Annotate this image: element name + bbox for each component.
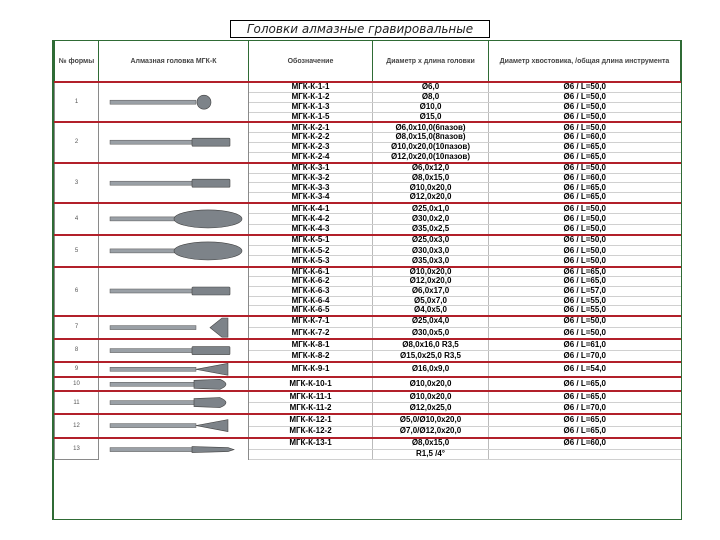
shank-cell: Ø6 / L=50,0 [489,214,681,224]
code-cell: МГК-К-7-2 [249,327,373,339]
code-cell: МГК-К-1-3 [249,102,373,112]
dimension-cell: Ø8,0 [373,92,489,102]
dimension-cell: Ø6,0x17,0 [373,286,489,296]
shank-cell: Ø6 / L=57,0 [489,286,681,296]
tool-image-cell [99,82,249,122]
shank-cell: Ø6 / L=50,0 [489,122,681,132]
form-number-cell: 4 [55,203,99,235]
dimension-cell: Ø6,0x12,0 [373,163,489,173]
dimension-cell: Ø8,0x15,0(8пазов) [373,133,489,143]
shank-cell: Ø6 / L=50,0 [489,235,681,246]
code-cell [249,449,373,460]
shank-cell: Ø6 / L=55,0 [489,296,681,306]
dimension-cell: Ø12,0x20,0 [373,277,489,287]
table-row [55,414,681,426]
dimension-cell: Ø25,0x4,0 [373,316,489,328]
shank-cell: Ø6 / L=50,0 [489,224,681,235]
table-row [55,438,681,449]
form-number-cell: 3 [55,163,99,203]
tool-image-cell [99,122,249,162]
cylinder-burr-icon [99,271,248,311]
cylinder-burr-icon [99,123,248,161]
dimension-cell: Ø8,0x16,0 R3,5 [373,339,489,351]
dimension-cell: Ø10,0x20,0 [373,391,489,403]
shank-cell: Ø6 / L=65,0 [489,391,681,403]
dimension-cell: Ø8,0x15,0 [373,438,489,449]
form-number-cell: 8 [55,339,99,362]
dimension-cell: Ø12,0x20,0 [373,193,489,203]
dimension-cell: Ø10,0x20,0(10пазов) [373,143,489,153]
dimension-cell: Ø12,0x25,0 [373,403,489,415]
code-cell: МГК-К-5-3 [249,256,373,267]
dimension-cell: Ø6,0 [373,82,489,92]
code-cell: МГК-К-2-4 [249,152,373,162]
header-code: Обозначение [249,41,373,83]
dimension-cell: Ø35,0x2,5 [373,224,489,235]
shank-cell: Ø6 / L=65,0 [489,414,681,426]
shank-cell: Ø6 / L=70,0 [489,351,681,363]
dimension-cell: Ø10,0 [373,102,489,112]
form-number-cell: 11 [55,391,99,414]
code-cell: МГК-К-6-4 [249,296,373,306]
shank-cell: Ø6 / L=50,0 [489,82,681,92]
dimension-cell: Ø35,0x3,0 [373,256,489,267]
shank-cell: Ø6 / L=50,0 [489,203,681,214]
cylinder-burr-icon [99,340,248,361]
code-cell: МГК-К-6-3 [249,286,373,296]
dimension-cell: R1,5 /4° [373,449,489,460]
shank-cell: Ø6 / L=60,0 [489,173,681,183]
code-cell: МГК-К-3-3 [249,183,373,193]
shank-cell: Ø6 / L=65,0 [489,152,681,162]
shank-cell: Ø6 / L=54,0 [489,362,681,377]
tool-image-cell [99,267,249,316]
code-cell: МГК-К-12-2 [249,426,373,438]
form-number-cell: 1 [55,82,99,122]
form-number-cell: 2 [55,122,99,162]
code-cell: МГК-К-10-1 [249,377,373,392]
disc-burr-icon [99,236,248,266]
flame-burr-icon [99,378,248,391]
dimension-cell: Ø5,0x7,0 [373,296,489,306]
form-number-cell: 6 [55,267,99,316]
code-cell: МГК-К-3-1 [249,163,373,173]
cone-burr-icon [99,415,248,436]
table-row [55,391,681,403]
dimension-cell: Ø16,0x9,0 [373,362,489,377]
dimension-cell: Ø5,0/Ø10,0x20,0 [373,414,489,426]
table-header-row [55,41,681,83]
form-number-cell: 9 [55,362,99,377]
code-cell: МГК-К-2-2 [249,133,373,143]
page-title: Головки алмазные гравировальные [230,20,490,38]
dimension-cell: Ø8,0x15,0 [373,173,489,183]
tool-image-cell [99,438,249,460]
shank-cell: Ø6 / L=55,0 [489,306,681,316]
code-cell: МГК-К-4-2 [249,214,373,224]
code-cell: МГК-К-1-5 [249,112,373,122]
dimension-cell: Ø7,0/Ø12,0x20,0 [373,426,489,438]
tool-image-cell [99,203,249,235]
shank-cell: Ø6 / L=50,0 [489,316,681,328]
tool-image-cell [99,339,249,362]
header-image: Алмазная головка МГК-К [99,41,249,83]
shank-cell: Ø6 / L=60,0 [489,438,681,449]
shank-cell: Ø6 / L=60,0 [489,133,681,143]
catalog-table-frame [52,40,682,520]
dimension-cell: Ø30,0x3,0 [373,246,489,256]
code-cell: МГК-К-7-1 [249,316,373,328]
shank-cell: Ø6 / L=50,0 [489,246,681,256]
code-cell: МГК-К-2-3 [249,143,373,153]
dimension-cell: Ø30,0x2,0 [373,214,489,224]
tool-image-cell [99,377,249,392]
code-cell: МГК-К-12-1 [249,414,373,426]
form-number-cell: 7 [55,316,99,339]
flame-burr-icon [99,392,248,413]
header-form: № формы [55,41,99,83]
code-cell: МГК-К-5-2 [249,246,373,256]
shank-cell: Ø6 / L=50,0 [489,112,681,122]
dimension-cell: Ø15,0 [373,112,489,122]
shank-cell: Ø6 / L=70,0 [489,403,681,415]
dimension-cell: Ø25,0x3,0 [373,235,489,246]
cylinder-burr-icon [99,164,248,202]
dimension-cell: Ø12,0x20,0(10пазов) [373,152,489,162]
code-cell: МГК-К-1-1 [249,82,373,92]
table-row [55,235,681,246]
form-number-cell: 12 [55,414,99,437]
form-number-cell: 5 [55,235,99,267]
cone-burr-icon [99,363,248,376]
code-cell: МГК-К-11-2 [249,403,373,415]
tool-image-cell [99,391,249,414]
tool-image-cell [99,163,249,203]
table-body [55,82,681,460]
table-row [55,339,681,351]
shank-cell: Ø6 / L=50,0 [489,163,681,173]
shank-cell: Ø6 / L=65,0 [489,183,681,193]
code-cell: МГК-К-9-1 [249,362,373,377]
code-cell: МГК-К-2-1 [249,122,373,132]
shank-cell: Ø6 / L=50,0 [489,102,681,112]
dimension-cell: Ø4,0x5,0 [373,306,489,316]
disc-burr-icon [99,204,248,234]
table-row [55,203,681,214]
dimension-cell: Ø6,0x10,0(6пазов) [373,122,489,132]
dimension-cell: Ø10,0x20,0 [373,183,489,193]
table-row [55,362,681,377]
pin-burr-icon [99,439,248,460]
shank-cell: Ø6 / L=65,0 [489,143,681,153]
dimension-cell: Ø15,0x25,0 R3,5 [373,351,489,363]
shank-cell: Ø6 / L=65,0 [489,426,681,438]
catalog-table [54,40,681,460]
tool-image-cell [99,316,249,339]
shank-cell: Ø6 / L=50,0 [489,256,681,267]
shank-cell: Ø6 / L=65,0 [489,267,681,277]
shank-cell: Ø6 / L=50,0 [489,327,681,339]
code-cell: МГК-К-8-2 [249,351,373,363]
code-cell: МГК-К-4-3 [249,224,373,235]
header-shank: Диаметр хвостовика, /общая длина инструмента [489,41,681,83]
code-cell: МГК-К-5-1 [249,235,373,246]
table-row [55,377,681,392]
tool-image-cell [99,362,249,377]
dimension-cell: Ø25,0x1,0 [373,203,489,214]
shank-cell: Ø6 / L=65,0 [489,193,681,203]
dimension-cell: Ø10,0x20,0 [373,377,489,392]
table-row [55,316,681,328]
table-row [55,82,681,92]
shank-cell [489,449,681,460]
code-cell: МГК-К-1-2 [249,92,373,102]
table-row [55,267,681,277]
code-cell: МГК-К-6-2 [249,277,373,287]
code-cell: МГК-К-4-1 [249,203,373,214]
code-cell: МГК-К-13-1 [249,438,373,449]
dimension-cell: Ø30,0x5,0 [373,327,489,339]
table-row [55,122,681,132]
shank-cell: Ø6 / L=61,0 [489,339,681,351]
code-cell: МГК-К-6-5 [249,306,373,316]
ball-burr-icon [99,83,248,121]
shank-cell: Ø6 / L=65,0 [489,377,681,392]
form-number-cell: 10 [55,377,99,392]
code-cell: МГК-К-3-2 [249,173,373,183]
tool-image-cell [99,235,249,267]
shank-cell: Ø6 / L=50,0 [489,92,681,102]
tool-image-cell [99,414,249,437]
code-cell: МГК-К-11-1 [249,391,373,403]
code-cell: МГК-К-8-1 [249,339,373,351]
cup-burr-icon [99,317,248,338]
header-dims: Диаметр x длина головки [373,41,489,83]
shank-cell: Ø6 / L=65,0 [489,277,681,287]
code-cell: МГК-К-3-4 [249,193,373,203]
code-cell: МГК-К-6-1 [249,267,373,277]
table-row [55,163,681,173]
form-number-cell: 13 [55,438,99,460]
dimension-cell: Ø10,0x20,0 [373,267,489,277]
